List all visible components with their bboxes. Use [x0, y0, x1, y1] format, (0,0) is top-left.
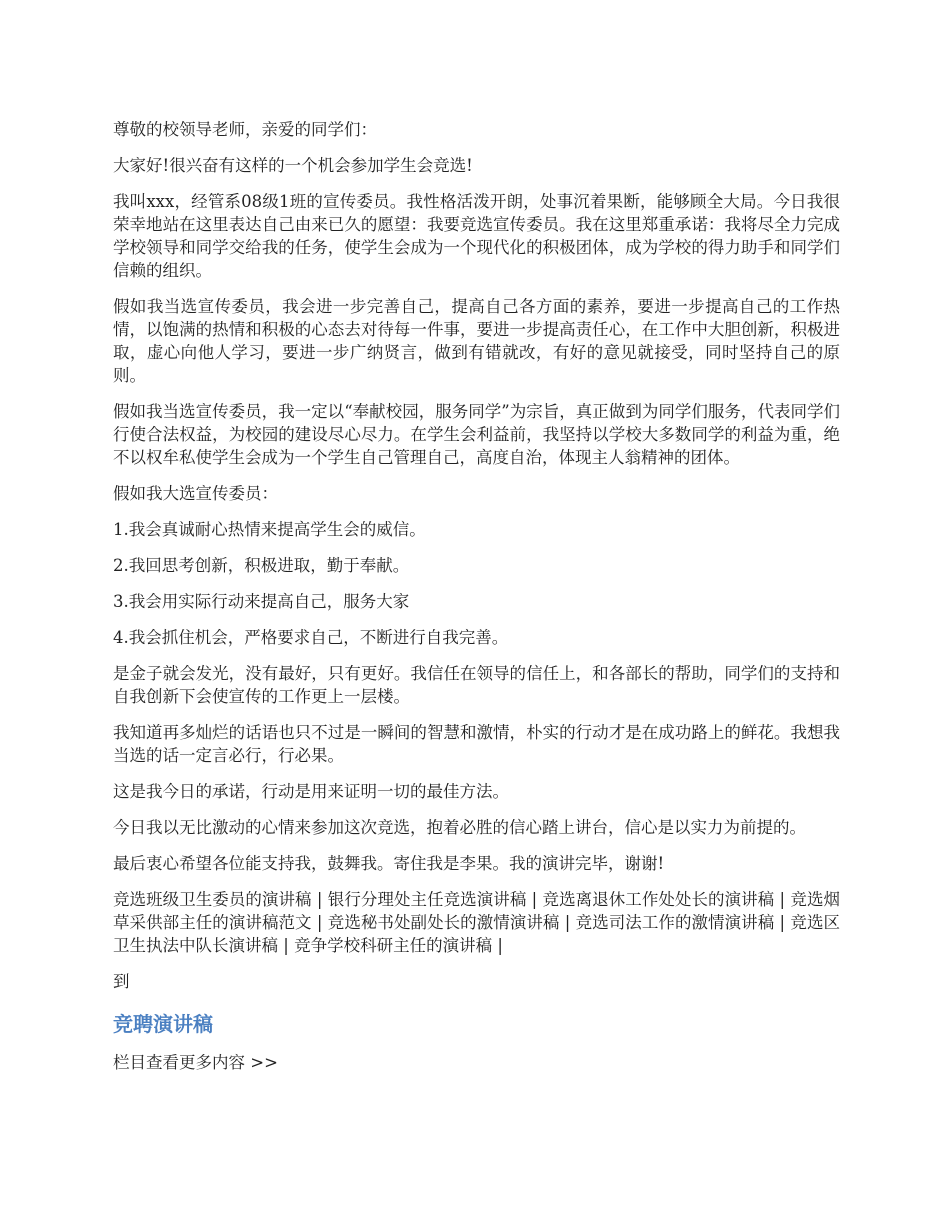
- related-link-7[interactable]: 竞选区卫生执法中队长演讲稿: [113, 913, 841, 955]
- greeting: 尊敬的校领导老师，亲爱的同学们：: [113, 120, 377, 139]
- related-link-2[interactable]: 银行分理处主任竞选演讲稿: [327, 890, 527, 909]
- paragraph-11: 我知道再多灿烂的话语也只不过是一瞬间的智慧和激情，朴实的行动才是在成功路上的鲜花。我想我当选的话一定言必行，行必果。: [113, 723, 840, 765]
- related-link-4[interactable]: 竞选烟草采供部主任的演讲稿范文: [113, 890, 841, 932]
- link-separator: |: [779, 913, 786, 932]
- paragraph-4: 假如我当选宣传委员，我一定以“奉献校园，服务同学”为宗旨，真正做到为同学们服务，代表同学们行使合法权益，为校园的建设尽心尽力。在学生会利益前，我坚持以学校大多数同学的利益为重，绝不以权牟私使学生会成为一个学生自己管理自己，高度自治，体现主人翁精神的团体。: [113, 402, 840, 467]
- list-item-4: 4.我会抓住机会，严格要求自己，不断进行自我完善。: [113, 628, 509, 647]
- paragraph-14: 最后衷心希望各位能支持我，鼓舞我。寄住我是李果。我的演讲完毕，谢谢!: [113, 854, 665, 873]
- paragraph-13: 今日我以无比激动的心情来参加这次竞选，抱着必胜的信心踏上讲台，信心是以实力为前提的。: [113, 818, 806, 837]
- paragraph-10: 是金子就会发光，没有最好，只有更好。我信任在领导的信任上，和各部长的帮助，同学们的支持和自我创新下会使宣传的工作更上一层楼。: [113, 664, 840, 706]
- related-link-8[interactable]: 竞争学校科研主任的演讲稿: [294, 936, 493, 955]
- to-text: 到: [113, 972, 130, 991]
- link-separator: |: [497, 936, 503, 955]
- paragraph-3: 假如我当选宣传委员，我会进一步完善自己，提高自己各方面的素养，要进一步提高自己的工作热情，以饱满的热情和积极的心态去对待每一件事，要进一步提高责任心，在工作中大胆创新，积极进取，虚心向他人学习，要进一步广纳贤言，做到有错就改，有好的意见就接受，同时坚持自己的原则。: [113, 297, 840, 385]
- section-heading-link[interactable]: 竞聘演讲稿: [113, 1012, 213, 1036]
- link-separator: |: [564, 913, 571, 932]
- paragraph-1: 大家好!很兴奋有这样的一个机会参加学生会竞选!: [113, 156, 473, 175]
- more-content-link[interactable]: 栏目查看更多内容 >>: [113, 1053, 278, 1072]
- related-links: [113, 888, 840, 957]
- related-link-3[interactable]: 竞选离退休工作处处长的演讲稿: [542, 890, 775, 909]
- link-separator: |: [283, 936, 289, 955]
- link-separator: |: [316, 913, 323, 932]
- list-item-3: 3.我会用实际行动来提高自己，服务大家: [113, 592, 410, 611]
- paragraph-12: 这是我今日的承诺，行动是用来证明一切的最佳方法。: [113, 782, 509, 801]
- link-separator: |: [316, 890, 323, 909]
- related-link-5[interactable]: 竞选秘书处副处长的激情演讲稿: [327, 913, 560, 932]
- link-separator: |: [779, 890, 786, 909]
- more-content: [113, 1051, 840, 1074]
- related-link-6[interactable]: 竞选司法工作的激情演讲稿: [575, 913, 775, 932]
- link-separator: |: [531, 890, 538, 909]
- related-link-1[interactable]: 竞选班级卫生委员的演讲稿: [113, 890, 312, 909]
- paragraph-5: 假如我大选宣传委员：: [113, 484, 278, 503]
- list-item-1: 1.我会真诚耐心热情来提高学生会的威信。: [113, 520, 426, 539]
- paragraph-2: 我叫xxx，经管系08级1班的宣传委员。我性格活泼开朗，处事沉着果断，能够顾全大局。今日我很荣幸地站在这里表达自己由来已久的愿望：我要竞选宣传委员。我在这里郑重承诺：我将尽全力完成学校领导和同学交给我的任务，使学生会成为一个现代化的积极团体，成为学校的得力助手和同学们信赖的组织。: [113, 192, 840, 280]
- list-item-2: 2.我回思考创新，积极进取，勤于奉献。: [113, 556, 410, 575]
